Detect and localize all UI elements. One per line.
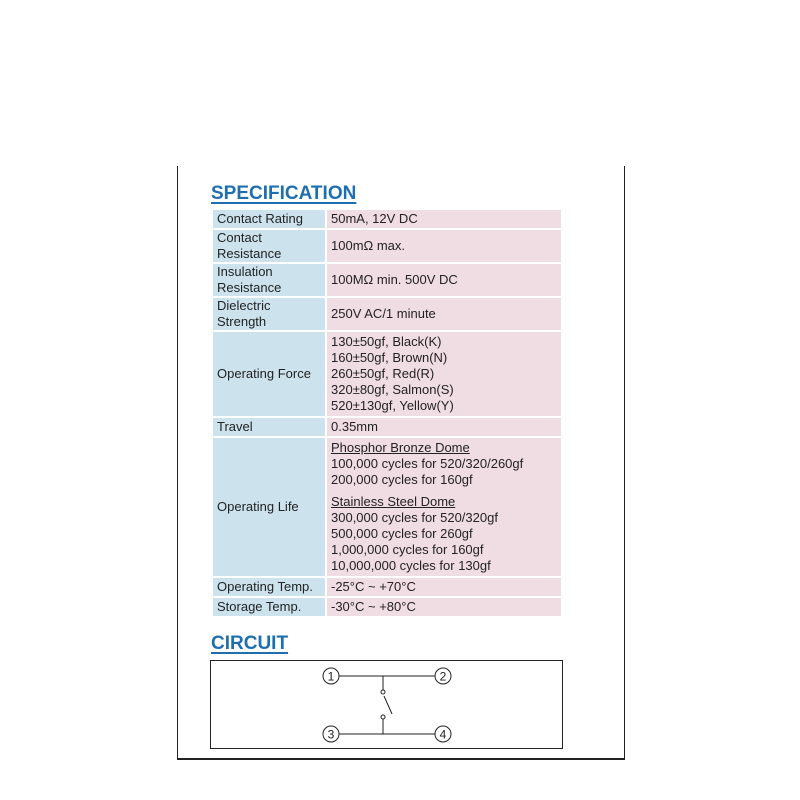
switch-contact-top bbox=[381, 690, 385, 694]
spec-value-line: 1,000,000 cycles for 160gf bbox=[331, 542, 484, 557]
spec-value-group-heading: Phosphor Bronze Dome bbox=[331, 440, 470, 455]
spec-value-line: 10,000,000 cycles for 130gf bbox=[331, 558, 491, 573]
spec-value bbox=[326, 577, 562, 597]
spec-row bbox=[212, 577, 562, 597]
spec-row bbox=[212, 297, 562, 331]
spec-label: Travel bbox=[212, 417, 326, 437]
spec-value-line: 200,000 cycles for 160gf bbox=[331, 472, 473, 487]
spec-row bbox=[212, 209, 562, 229]
spec-value-group bbox=[331, 494, 557, 574]
terminal-2-label: 2 bbox=[439, 669, 447, 684]
spec-label: Contact Resistance bbox=[212, 229, 326, 263]
terminal-3-label: 3 bbox=[327, 727, 335, 742]
spec-value-line: 300,000 cycles for 520/320gf bbox=[331, 510, 498, 525]
spec-value-line: 520±130gf, Yellow(Y) bbox=[331, 398, 454, 413]
spec-value bbox=[326, 297, 562, 331]
terminal-4-label: 4 bbox=[439, 727, 447, 742]
spec-label: Operating Life bbox=[212, 437, 326, 577]
spec-value-line: 0.35mm bbox=[331, 419, 378, 434]
spec-value-line: 130±50gf, Black(K) bbox=[331, 334, 442, 349]
spec-value-group-heading: Stainless Steel Dome bbox=[331, 494, 456, 509]
spec-value bbox=[326, 437, 562, 577]
spec-value bbox=[326, 209, 562, 229]
spec-label: Operating Temp. bbox=[212, 577, 326, 597]
spec-value-line: 320±80gf, Salmon(S) bbox=[331, 382, 454, 397]
spec-row bbox=[212, 263, 562, 297]
spec-value-line: 260±50gf, Red(R) bbox=[331, 366, 435, 381]
spec-value-line: 100mΩ max. bbox=[331, 238, 406, 253]
spec-value-line: 100,000 cycles for 520/320/260gf bbox=[331, 456, 524, 471]
spec-value bbox=[326, 331, 562, 417]
spec-value-line: 500,000 cycles for 260gf bbox=[331, 526, 473, 541]
spec-value-line: 160±50gf, Brown(N) bbox=[331, 350, 448, 365]
spec-value bbox=[326, 263, 562, 297]
spec-row bbox=[212, 437, 562, 577]
spec-value bbox=[326, 597, 562, 617]
spec-label: Storage Temp. bbox=[212, 597, 326, 617]
circuit-heading: CIRCUIT bbox=[211, 633, 289, 654]
specification-heading: SPECIFICATION bbox=[211, 183, 357, 204]
spec-value-line: 50mA, 12V DC bbox=[331, 211, 418, 226]
spec-value bbox=[326, 417, 562, 437]
spec-value bbox=[326, 229, 562, 263]
specification-table bbox=[211, 208, 563, 618]
spec-row bbox=[212, 417, 562, 437]
spec-value-line: -25°C ~ +70°C bbox=[331, 579, 416, 594]
spec-row bbox=[212, 229, 562, 263]
spec-label: Dielectric Strength bbox=[212, 297, 326, 331]
spec-row bbox=[212, 597, 562, 617]
switch-contact-bottom bbox=[381, 715, 385, 719]
spec-value-line: 100MΩ min. 500V DC bbox=[331, 272, 458, 287]
spec-label: Contact Rating bbox=[212, 209, 326, 229]
spec-label: Operating Force bbox=[212, 331, 326, 417]
spec-label: Insulation Resistance bbox=[212, 263, 326, 297]
spec-value-line: -30°C ~ +80°C bbox=[331, 599, 416, 614]
spec-row bbox=[212, 331, 562, 417]
circuit-diagram bbox=[210, 660, 563, 749]
spec-value-group bbox=[331, 440, 557, 488]
switch-lever bbox=[384, 696, 392, 714]
spec-value-line: 250V AC/1 minute bbox=[331, 306, 436, 321]
terminal-1-label: 1 bbox=[327, 669, 335, 684]
